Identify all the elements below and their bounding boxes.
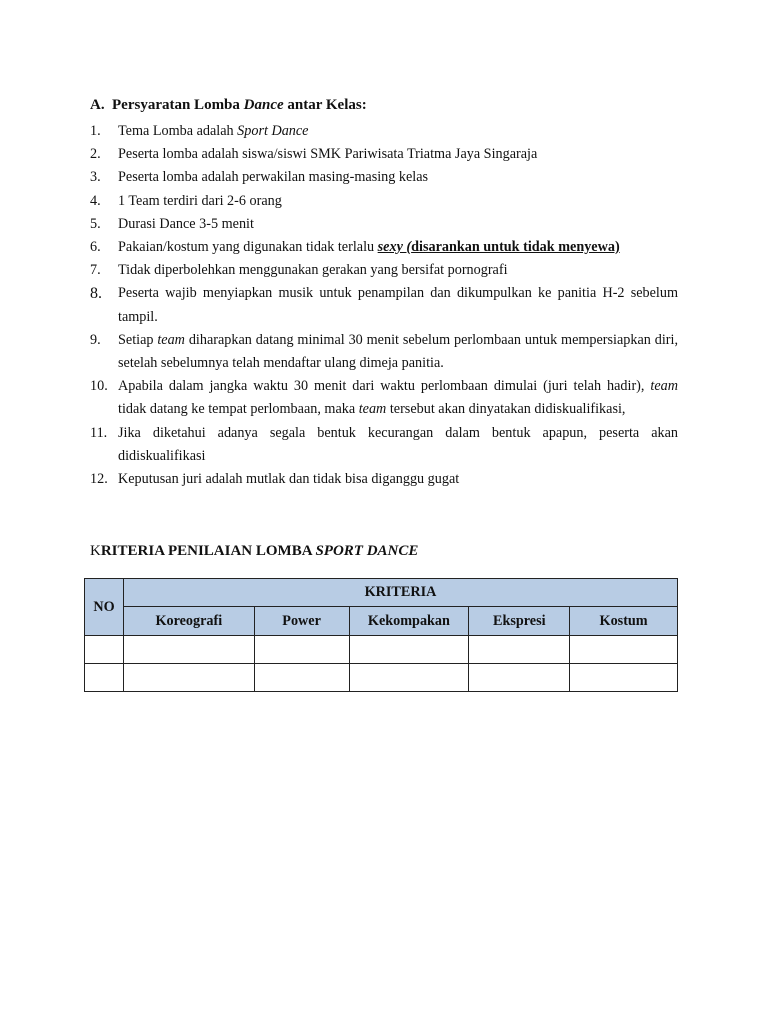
requirement-number: 1. — [90, 123, 101, 139]
requirement-number: 12. — [90, 471, 108, 488]
requirement-number: 7. — [90, 262, 101, 279]
section-a-title-part2: antar Kelas: — [283, 97, 367, 113]
requirement-text: Apabila dalam jangka waktu 30 menit dari waktu perlombaan dimulai (juri telah hadir), — [118, 378, 651, 395]
requirement-item — [90, 120, 678, 143]
table-cell — [570, 664, 678, 692]
requirement-item — [90, 468, 678, 491]
requirement-italic: team — [358, 401, 387, 418]
requirement-number: 8. — [90, 285, 102, 303]
requirement-italic: Sport Dance — [237, 123, 309, 139]
requirement-number: 4. — [90, 192, 101, 209]
requirements-list — [90, 120, 678, 491]
section-a-letter: A. — [90, 97, 105, 113]
requirement-number: 9. — [90, 331, 101, 348]
table-cell — [123, 664, 254, 692]
requirement-text: Tema Lomba adalah — [118, 123, 238, 139]
kriteria-title-italic: SPORT DANCE — [315, 543, 419, 559]
requirement-text: Keputusan juri adalah mutlak dan tidak bisa diganggu gugat — [118, 471, 460, 488]
requirement-text: Tidak diperbolehkan menggunakan gerakan yang bersifat pornografi — [118, 262, 508, 279]
requirement-text: diharapkan datang minimal 30 menit sebelum perlombaan untuk mempersiapkan diri, setelah sebelumnya telah mendaftar ulang dimeja panitia. — [118, 331, 678, 372]
table-cell — [469, 636, 570, 664]
requirement-item — [90, 143, 678, 166]
requirement-text: Peserta lomba adalah siswa/siswi SMK Pariwisata Triatma Jaya Singaraja — [118, 146, 538, 163]
section-a-heading — [90, 97, 367, 114]
requirement-item — [90, 236, 678, 259]
requirement-number: 11. — [90, 424, 108, 441]
requirement-text: tersebut akan dinyatakan didiskualifikasi, — [386, 401, 626, 418]
requirement-item — [90, 190, 678, 213]
requirement-italic-bold: sexy ( — [377, 239, 412, 256]
requirement-text: Setiap — [118, 331, 158, 348]
requirement-item — [90, 282, 678, 328]
requirement-item — [90, 329, 678, 375]
table-cell — [85, 636, 124, 664]
kriteria-title-initial: K — [90, 543, 101, 559]
requirement-number: 3. — [90, 169, 101, 186]
requirement-italic: team — [157, 331, 185, 348]
table-cell — [349, 664, 469, 692]
requirement-text: Peserta wajib menyiapkan musik untuk penampilan dan dikumpulkan ke panitia H-2 sebelum tampil. — [118, 285, 678, 325]
requirement-text: 1 Team terdiri dari 2-6 orang — [118, 192, 282, 209]
header-power: Power — [254, 607, 349, 636]
requirement-text: Jika diketahui adanya segala bentuk kecurangan dalam bentuk apapun, peserta akan didiskualifikasi — [118, 424, 678, 464]
table-cell — [469, 664, 570, 692]
table-cell — [254, 636, 349, 664]
kriteria-title-text: RITERIA PENILAIAN LOMBA — [100, 543, 316, 559]
requirement-number: 10. — [90, 378, 108, 395]
requirement-text: Pakaian/kostum yang digunakan tidak terlalu — [118, 239, 378, 256]
table-cell — [349, 636, 469, 664]
table-row — [85, 664, 678, 692]
requirement-number: 6. — [90, 239, 101, 256]
header-no: NO — [85, 579, 124, 636]
kriteria-title — [90, 543, 418, 560]
table-cell — [123, 636, 254, 664]
header-ekspresi: Ekspresi — [469, 607, 570, 636]
table-row — [85, 636, 678, 664]
requirement-bold-underline: disarankan untuk tidak menyewa) — [411, 239, 620, 256]
requirement-number: 2. — [90, 146, 101, 163]
requirement-text: Durasi Dance 3-5 menit — [118, 215, 254, 232]
header-kekompakan: Kekompakan — [349, 607, 469, 636]
requirement-item — [90, 375, 678, 421]
table-cell — [254, 664, 349, 692]
section-a-title-italic: Dance — [243, 97, 284, 113]
requirement-text: tidak datang ke tempat perlombaan, maka — [118, 401, 359, 418]
header-koreografi: Koreografi — [123, 607, 254, 636]
requirement-item — [90, 213, 678, 236]
requirement-item — [90, 166, 678, 189]
header-kostum: Kostum — [570, 607, 678, 636]
table-cell — [570, 636, 678, 664]
requirement-item — [90, 422, 678, 468]
section-a-title-part1: Persyaratan Lomba — [112, 97, 244, 113]
requirement-italic: team — [650, 378, 678, 395]
table-cell — [85, 664, 124, 692]
requirement-text: Peserta lomba adalah perwakilan masing-masing kelas — [118, 169, 429, 186]
requirement-item — [90, 259, 678, 282]
header-kriteria: KRITERIA — [123, 579, 677, 607]
kriteria-table — [84, 578, 678, 692]
requirement-number: 5. — [90, 215, 101, 232]
